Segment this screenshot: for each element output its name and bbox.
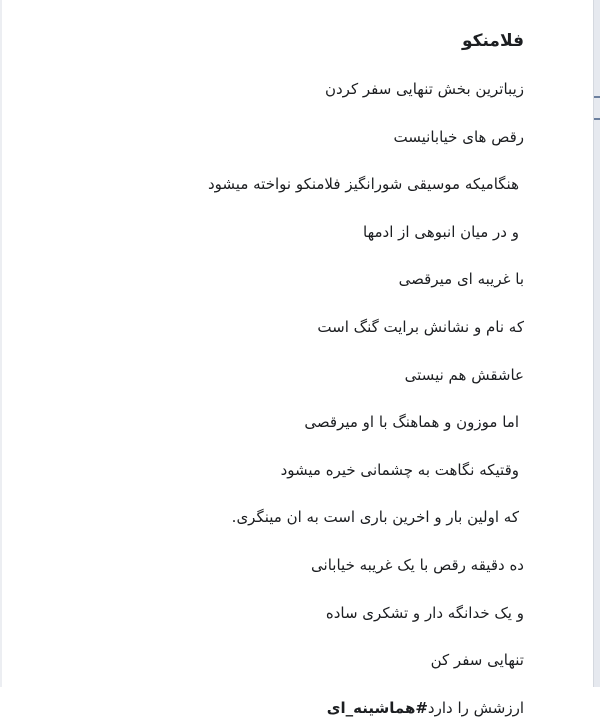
post-line-with-hashtag [24,696,524,720]
scrollbar-marker [594,118,600,120]
post-line: ده دقیقه رقص با یک غریبه خیابانی [311,555,524,574]
post-line: که اولین بار و اخرین باری است به ان مینگری. [231,508,519,527]
post-line: و در میان انبوهی از ادمها [363,222,519,241]
left-edge-divider [0,0,2,687]
post-line: اما موزون و هماهنگ با او میرقصی [304,413,519,432]
post-line: رقص های خیابانیست [393,127,524,146]
scrollbar-marker [594,96,600,98]
hashtag-link[interactable]: #هماشینه_ای [326,698,428,717]
post-line: وقتیکه نگاهت به چشمانی خیره میشود [280,460,519,479]
post-line: هنگامیکه موسیقی شورانگیز فلامنکو نواخته میشود [208,175,519,194]
post-body [24,26,524,720]
post-line: عاشقش هم نیستی [404,365,524,384]
post-line: با غریبه ای میرقصی [398,270,524,289]
post-line: و یک خدانگه دار و تشکری ساده [325,603,524,622]
post-line: که نام و نشانش برایت گنگ است [317,317,524,336]
post-line-text: ارزشش را دارد [427,698,524,717]
post-line: زیباترین بخش تنهایی سفر کردن [324,80,524,98]
post-title: فلامنکو [461,31,524,51]
right-scrollbar[interactable] [593,0,600,687]
post-line: تنهایی سفر کن [430,651,524,670]
